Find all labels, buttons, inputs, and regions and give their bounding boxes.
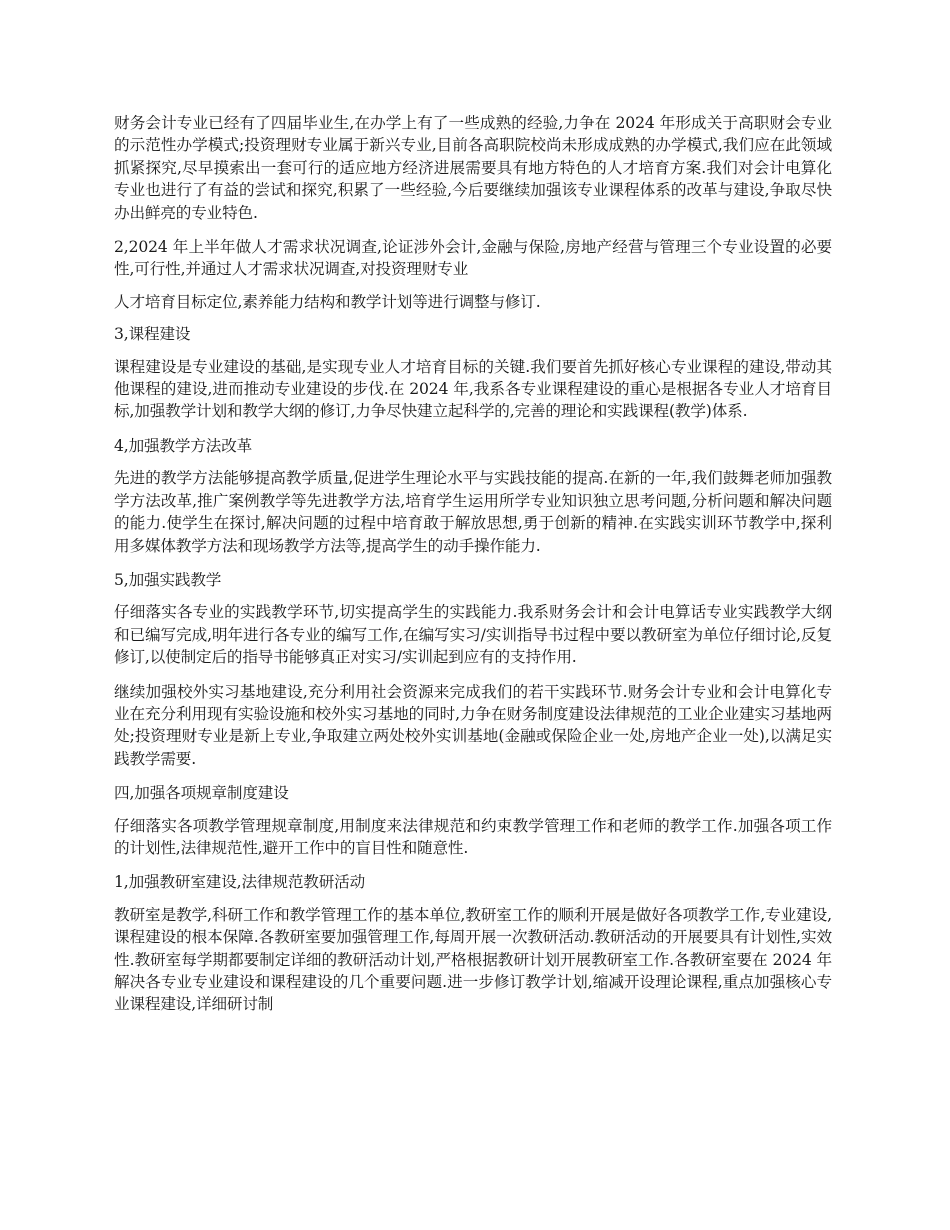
document-body (114, 112, 832, 1028)
heading-rules-and-regulations: 四,加强各项规章制度建设 (114, 784, 289, 803)
paragraph-teaching-research-office: 教研室是教学,科研工作和教学管理工作的基本单位,教研室工作的顺利开展是做好各项教学工作,专业建设,课程建设的根本保障.各教研室要加强管理工作,每周开展一次教研活动.教研活动的开展要具有计划性,实效性.教研室每学期都要制定详细的教研活动计划,严格根据教研计划开展教研室工作.各教研室要在 2024 年解决各专业专业建设和课程建设的几个重要问题.进一步修订教学计划,缩减开设理论课程,重点加强核心专业课程建设,详细研讨制 (114, 905, 832, 1014)
paragraph-practical-teaching: 仔细落实各专业的实践教学环节,切实提高学生的实践能力.我系财务会计和会计电算话专业实践教学大纲和已编写完成,明年进行各专业的编写工作,在编写实习/实训指导书过程中要以教研室为单位仔细讨论,反复修订,以使制定后的指导书能够真正对实习/实训起到应有的支持作用. (114, 603, 832, 667)
heading-teaching-method-reform: 4,加强教学方法改革 (114, 436, 253, 455)
paragraph-internship-bases: 继续加强校外实习基地建设,充分利用社会资源来完成我们的若干实践环节.财务会计专业和会计电算化专业在充分利用现有实验设施和校外实习基地的同时,力争在财务制度建设法律规范的工业企业建实习基地两处;投资理财专业是新上专业,争取建立两处校外实训基地(金融或保险企业一处,房地产企业一处),以满足实践教学需要. (114, 682, 832, 768)
paragraph-teaching-method-reform: 先进的教学方法能够提高教学质量,促进学生理论水平与实践技能的提高.在新的一年,我们鼓舞老师加强教学方法改革,推广案例教学等先进教学方法,培育学生运用所学专业知识独立思考问题,分析问题和解决问题的能力.使学生在探讨,解决问题的过程中培育敢于解放思想,勇于创新的精神.在实践实训环节教学中,探利用多媒体教学方法和现场教学方法等,提高学生的动手操作能力. (114, 469, 832, 555)
paragraph-program-experience: 财务会计专业已经有了四届毕业生,在办学上有了一些成熟的经验,力争在 2024 年形成关于高职财会专业的示范性办学模式;投资理财专业属于新兴专业,目前各高职院校尚未形成成熟的办学模式,我们应在此领域抓紧探究,尽早摸索出一套可行的适应地方经济进展需要具有地方特色的人才培育方案.我们对会计电算化专业也进行了有益的尝试和探究,积累了一些经验,今后要继续加强该专业课程体系的改革与建设,争取尽快办出鲜亮的专业特色. (114, 114, 832, 222)
paragraph-talent-survey: 2,2024 年上半年做人才需求状况调查,论证涉外会计,金融与保险,房地产经营与管理三个专业设置的必要性,可行性,并通过人才需求状况调查,对投资理财专业 (114, 238, 832, 279)
paragraph-training-goals: 人才培育目标定位,素养能力结构和教学计划等进行调整与修订. (114, 292, 541, 311)
heading-practical-teaching: 5,加强实践教学 (114, 570, 222, 589)
paragraph-course-construction: 课程建设是专业建设的基础,是实现专业人才培育目标的关键.我们要首先抓好核心专业课程的建设,带动其他课程的建设,进而推动专业建设的步伐.在 2024 年,我系各专业课程建设的重心是根据各专业人才培育目标,加强教学计划和教学大纲的修订,力争尽快建立起科学的,完善的理论和实践课程(教学)体系. (114, 357, 832, 421)
heading-teaching-research-office: 1,加强教研室建设,法律规范教研活动 (114, 873, 366, 892)
heading-course-construction: 3,课程建设 (114, 325, 191, 344)
paragraph-rules-and-regulations: 仔细落实各项教学管理规章制度,用制度来法律规范和约束教学管理工作和老师的教学工作.加强各项工作的计划性,法律规范性,避开工作中的盲目性和随意性. (114, 816, 832, 857)
